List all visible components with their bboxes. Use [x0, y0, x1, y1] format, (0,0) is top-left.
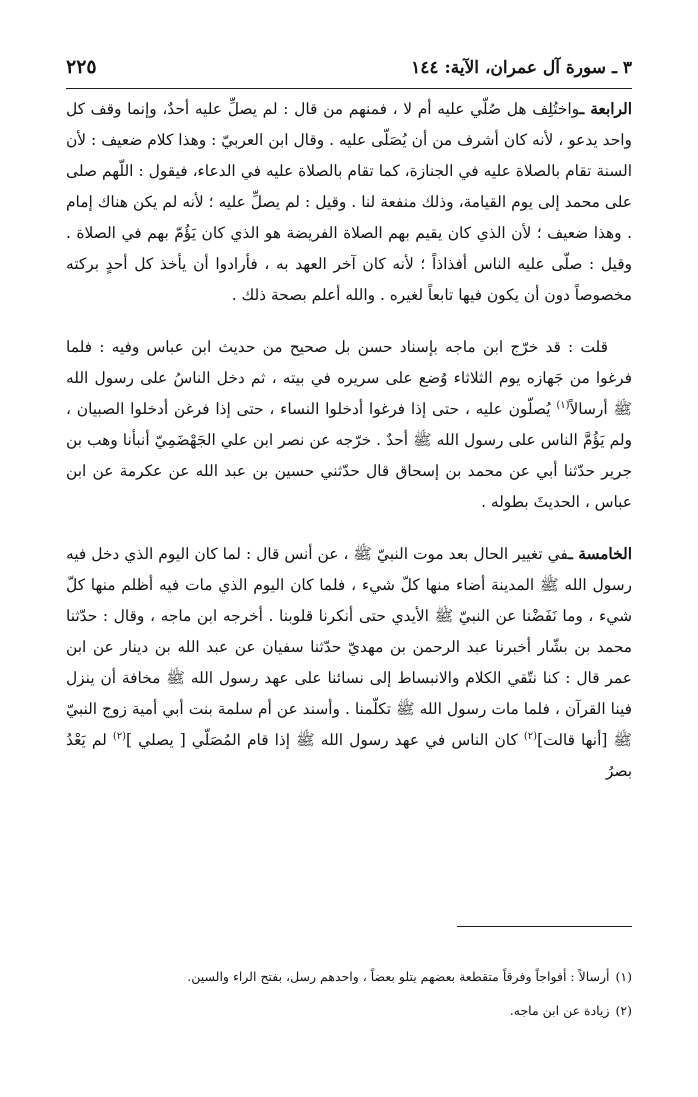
- footnote-text: أرسالاً : أفواجاً وفرقاً متقطعة بعضهم يتلو بعضاً ، واحدهم رسل، بفتح الراء والسين.: [187, 969, 610, 984]
- paragraph-text-cont: كان الناس في عهد رسول الله ﷺ إذا قام المُصَلّي [ يصلي ]: [126, 731, 524, 749]
- footnote-ref: (٢): [523, 730, 538, 742]
- paragraph-qultu: [66, 332, 632, 518]
- footnote-text: زيادة عن ابن ماجه.: [509, 1003, 610, 1018]
- footnote-ref: (٢): [112, 730, 127, 742]
- footnotes: [66, 960, 632, 1028]
- header-rule: [66, 88, 632, 89]
- paragraph-text: قلت : قد خرّج ابن ماجه بإسناد حسن بل صحيح من حديث ابن عباس وفيه : فلما فرغوا من جَهازه يوم الثلاثاء وُضع على سريره في بيته ، ثم دخل الناسُ على رسول الله ﷺ أرسالاً: [66, 338, 632, 418]
- paragraph-text-cont: يُصلّون عليه ، حتى إذا فرغوا أدخلوا النساء ، حتى إذا فرغن أدخلوا الصبيان ، ولم يَؤُمَّ الناس على رسول الله ﷺ أحدٌ . خرّجه عن نصر ابن علي الجَهْضَمِيّ أنبأنا وهب بن جرير حدّثنا أبي عن محمد بن إسحاق قال حدّثني حسين بن عبد الله عن عكرمة عن ابن عباس ، الحديثَ بطوله .: [66, 400, 632, 511]
- paragraph-text: واختُلِف هل صُلّي عليه أم لا ، فمنهم من قال : لم يصلِّ عليه أحدٌ، وإنما وقف كل واحد يدعو ، لأنه كان أشرف من أن يُصَلّى عليه . وقال ابن العربيّ : وهذا كلام ضعيف : لأن السنة تقام بالصلاة عليه في الجنازة، كما تقام بالصلاة عليه في الدعاء، فيقول : اللّهم صلى على محمد إلى يوم القيامة، وذلك منفعة لنا . وقيل : لم يصلِّ عليه ؛ لأنه لم يكن هناك إمام . وهذا ضعيف ؛ لأن الذي كان يقيم بهم الصلاة الفريضة هو الذي كان يَؤُمّ بهم في الصلاة . وقيل : صلّى عليه الناس أفذاذاً ؛ لأنه كان آخر العهد به ، فأرادوا أن يأخذ كل أحدٍ بركته مخصوصاً دون أن يكون فيها تابعاً لغيره . والله أعلم بصحة ذلك .: [66, 100, 632, 304]
- page-number: ٢٢٥: [66, 56, 97, 78]
- running-header: [66, 54, 632, 88]
- paragraph-text-end: لم يَعْدُ بصرُ: [66, 731, 632, 780]
- footnote-rule: [457, 926, 632, 927]
- paragraph-fifth: [66, 539, 632, 787]
- paragraph-text: في تغيير الحال بعد موت النبيّ ﷺ ، عن أنس قال : لما كان اليوم الذي دخل فيه رسول الله ﷺ المدينة أضاء منها كلّ شيء ، فلما كان اليوم الذي مات فيه أظلم منها كلّ شيء ، وما نَفَضْنا عن النبيّ ﷺ الأيدي حتى أنكرنا قلوبنا . أخرجه ابن ماجه ، وقال : حدّثنا محمد بن بشّار أخبرنا عبد الرحمن بن مهديّ حدّثنا سفيان عن عبد الله بن دينار عن ابن عمر قال : كنا نتّقي الكلام والانبساط إلى نسائنا على عهد رسول الله ﷺ مخافة أن ينزل فينا القرآن ، فلما مات رسول الله ﷺ تكلّمنا . وأسند عن أم سلمة بنت أبي أمية زوج النبيّ ﷺ [أنها قالت]: [66, 545, 633, 749]
- main-text: [66, 94, 632, 808]
- header-title: ٣ ـ سورة آل عمران، الآية: ١٤٤: [411, 58, 632, 78]
- footnote-number: (٢): [615, 1003, 632, 1018]
- footnote-number: (١): [615, 969, 632, 984]
- paragraph-lead: الرابعة ـ: [579, 100, 632, 118]
- paragraph-fourth: [66, 94, 632, 311]
- footnote-item: [66, 994, 632, 1028]
- paragraph-lead: الخامسة ـ: [568, 545, 633, 563]
- footnote-item: [66, 960, 632, 994]
- footnote-ref: (١): [556, 399, 570, 411]
